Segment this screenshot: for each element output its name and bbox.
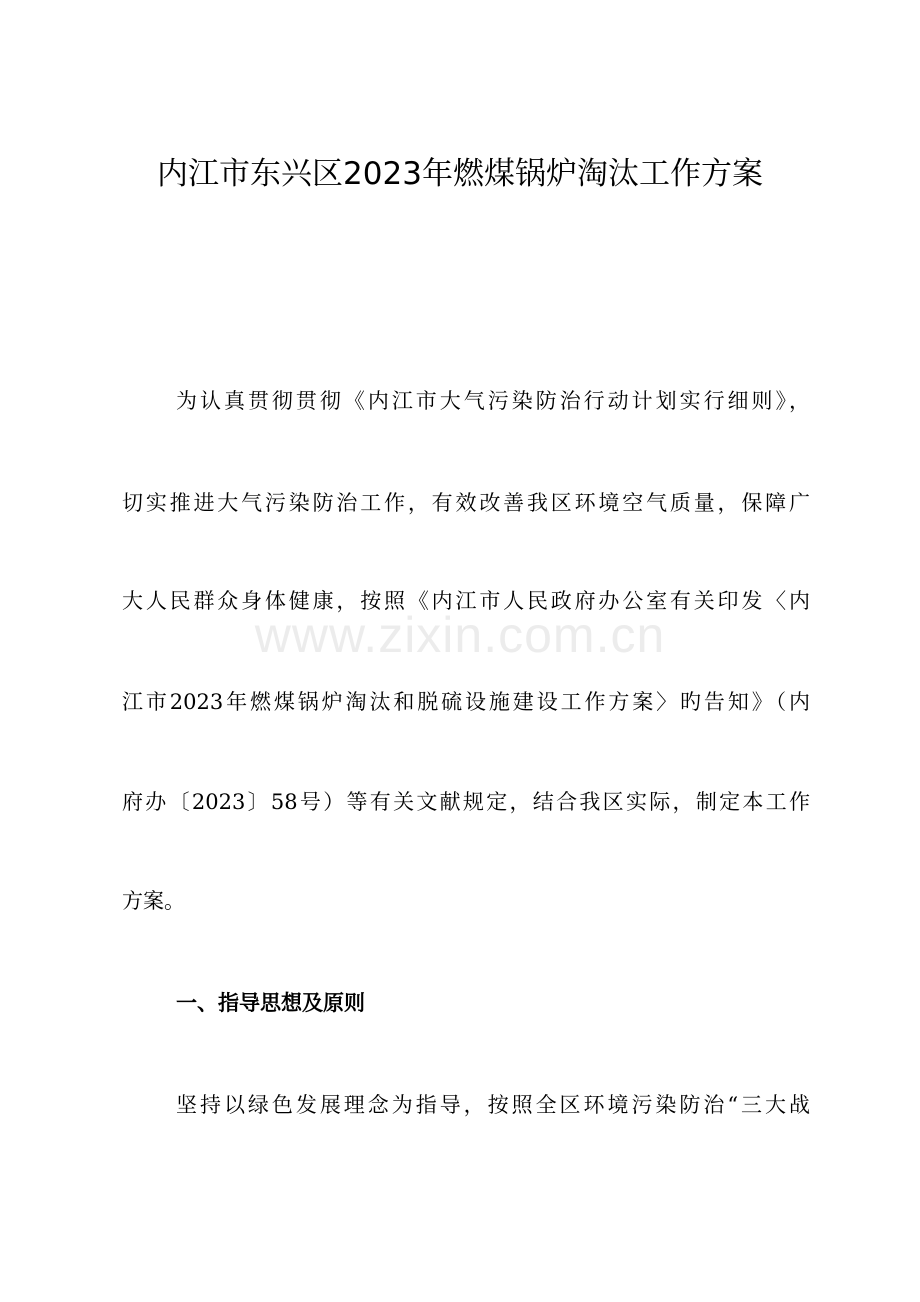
paragraph-line: 方案。 [122, 889, 185, 913]
paragraph-line: 为认真贯彻贯彻《内江市大气污染防治行动计划实行细则》， [176, 389, 810, 413]
section-heading: 一、指导思想及原则 [176, 991, 365, 1015]
paragraph-line: 切实推进大气污染防治工作，有效改善我区环境空气质量，保障广 [122, 491, 810, 515]
document-title: 内江市东兴区2023年燃煤锅炉淘汰工作方案 [157, 156, 763, 192]
paragraph-line: 江市2023年燃煤锅炉淘汰和脱硫设施建设工作方案〉旳告知》（内 [122, 690, 810, 714]
paragraph-line: 府办〔2023〕58号）等有关文献规定，结合我区实际，制定本工作 [122, 790, 810, 814]
watermark: www.zixin.com.cn [254, 607, 666, 663]
paragraph-line: 大人民群众身体健康，按照《内江市人民政府办公室有关印发〈内 [122, 589, 810, 613]
paragraph-line: 坚持以绿色发展理念为指导，按照全区环境污染防治“三大战 [176, 1093, 810, 1117]
